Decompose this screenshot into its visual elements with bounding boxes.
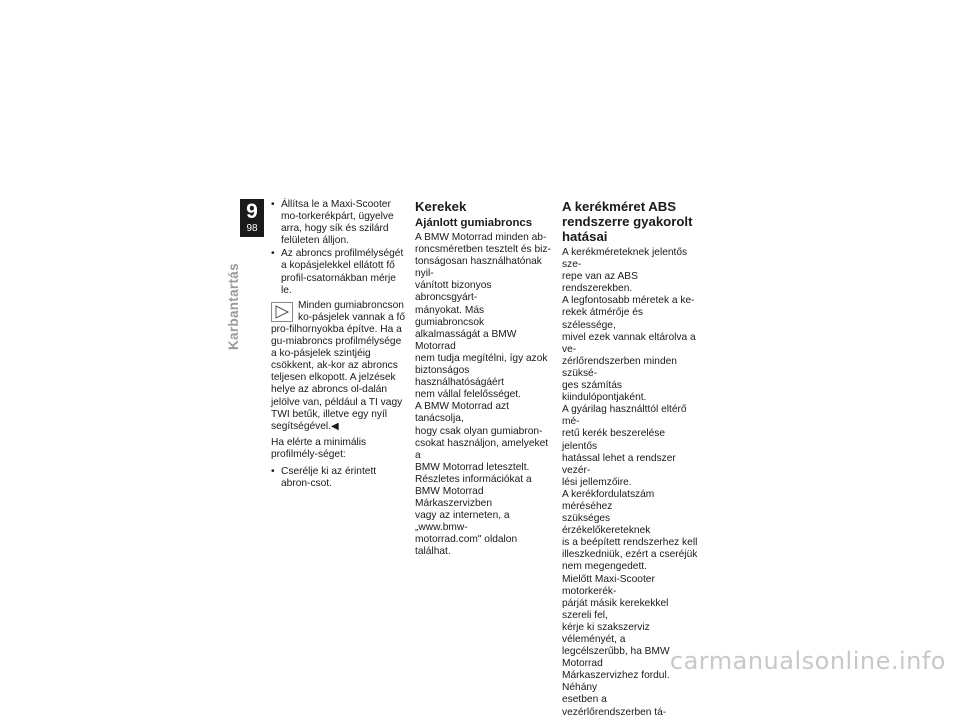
text-line: zérlőrendszerben minden szüksé-	[562, 355, 677, 379]
text-line: hogy csak olyan gumiabron-	[415, 425, 543, 437]
text-line: A legfontosabb méretek a ke-	[562, 295, 695, 307]
text-line: nem tudja megítélni, így azok	[415, 352, 548, 364]
text-line: kérje ki szakszerviz véleményét, a	[562, 621, 650, 645]
text-line: motorrad.com" oldalon találhat.	[415, 534, 518, 558]
text-line: A gyárilag használttól eltérő mé-	[562, 404, 687, 428]
note-text: Minden gumiabroncson ko-pásjelek vannak a fő pro-filhornyokba építve. Ha a gu-miabroncs profilmélysége a ko-pásjelek szintjéig csökkent, ak-kor az abroncs teljesen elkopott. A jelzések helye az abroncs ol-dalán jelölve van, például a TI vagy TWI betűk, illetve egy nyíl segítségével.◀	[271, 299, 406, 432]
text-line: tonságosan használhatónak nyil-	[415, 256, 542, 280]
page-number: 98	[246, 223, 258, 234]
text-line: vagy az interneten, a „www.bmw-	[415, 510, 510, 534]
text-line: csokat használjon, amelyeket a	[415, 437, 549, 461]
text-line: esetben a vezérlőrendszerben tá-	[562, 694, 667, 718]
text-line: A BMW Motorrad minden ab-	[415, 232, 547, 243]
text-line: repe van az ABS rendszerekben.	[562, 271, 638, 295]
text-line: hatással lehet a rendszer vezér-	[562, 452, 676, 476]
text-line: alkalmasságát a BMW Motorrad	[415, 328, 517, 352]
column-3	[562, 199, 698, 719]
text-line: BMW Motorrad Márkaszervizben	[415, 485, 492, 510]
text-line: A kerékméreteknek jelentős sze-	[562, 247, 688, 271]
note-block	[271, 300, 407, 433]
chapter-number: 9	[246, 200, 258, 223]
text-line: rekek átmérője és szélessége,	[562, 307, 643, 331]
text-line: Részletes információkat a	[415, 473, 532, 485]
text-line: roncsméretben tesztelt és biz-	[415, 244, 551, 256]
text-line: nem vállal felelősséget.	[415, 389, 521, 401]
column-1	[271, 199, 407, 491]
watermark: carmanualsonline.info	[669, 647, 946, 675]
list-item: • Az abroncs profilmélységét a kopásjelekkel ellátott fő profil-csatornákban mérje le.	[271, 248, 407, 296]
text-line: mányokat. Más gumiabroncsok	[415, 304, 485, 328]
text-line: lési jellemzőire.	[562, 476, 632, 488]
heading-line: rendszerre gyakorolt	[562, 214, 693, 229]
body-text	[415, 232, 551, 559]
list-item: • Állítsa le a Maxi-Scooter mo-torkerékpárt, ügyelve arra, hogy sík és szilárd felületen álljon.	[271, 199, 407, 247]
heading-line: hatásai	[562, 229, 608, 244]
subsection-heading: Ajánlott gumiabroncs	[415, 217, 533, 229]
text-line: vánított bizonyos abroncsgyárt-	[415, 280, 492, 304]
text-line: A kerékfordulatszám méréséhez	[562, 488, 655, 512]
list-item: • Cserélje ki az érintett abron-csot.	[271, 466, 407, 490]
chapter-side-label: Karbantartás	[226, 263, 241, 350]
text-line: is a beépített rendszerhez kell	[562, 537, 698, 549]
text-line: nem megengedett.	[562, 561, 647, 573]
text-line: biztonságos használhatóságáért	[415, 365, 504, 389]
warning-triangle-icon	[271, 302, 293, 322]
text-line: retű kerék beszerelése jelentős	[562, 428, 666, 452]
section-heading: Kerekek	[415, 199, 467, 214]
text-line: Márkaszervizhez fordul. Néhány	[562, 670, 670, 694]
text-line: legcélszerűbb, ha BMW Motorrad	[562, 646, 670, 670]
text-line: A BMW Motorrad azt tanácsolja,	[415, 401, 509, 425]
text-line: Mielőtt Maxi-Scooter motorkerék-	[562, 573, 655, 597]
text-line: szükséges érzékelőkereteknek	[562, 513, 651, 537]
text-line: párját másik kerekekkel szereli fel,	[562, 597, 669, 621]
section-heading	[562, 199, 698, 244]
text-line: mivel ezek vannak eltárolva a ve-	[562, 331, 696, 355]
text-line: illeszkedniük, ezért a cseréjük	[562, 549, 698, 561]
column-2	[415, 199, 551, 559]
text-line: ges számítás kiindulópontjaként.	[562, 380, 647, 404]
chapter-tab	[240, 199, 264, 237]
heading-line: A kerékméret ABS	[562, 199, 677, 214]
text-line: BMW Motorrad letesztelt.	[415, 461, 530, 473]
paragraph: Ha elérte a minimális profilmély-séget:	[271, 436, 367, 460]
